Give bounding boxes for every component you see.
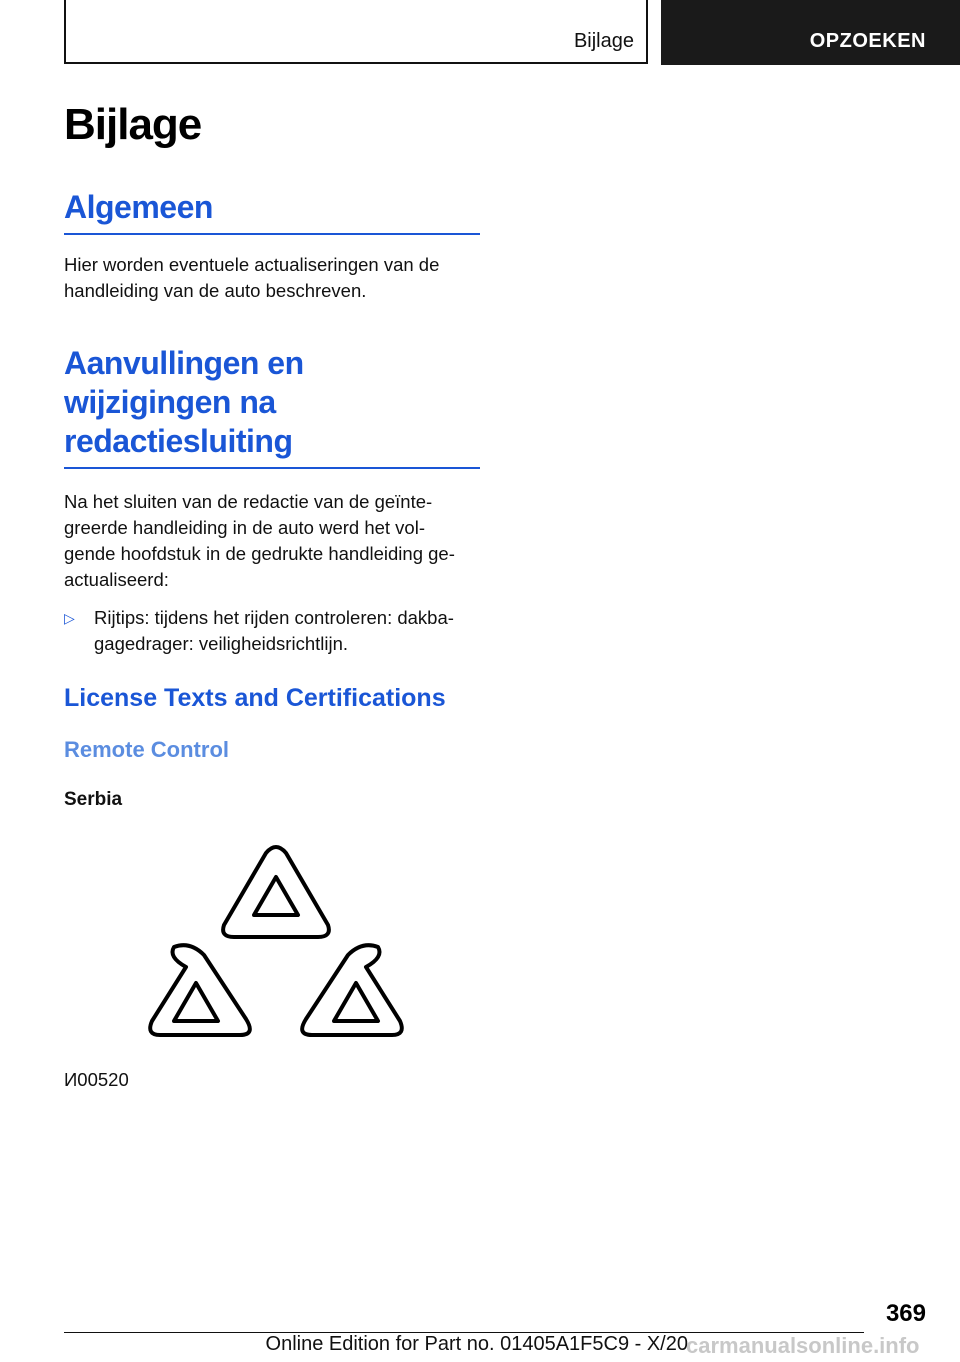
aanvullingen-text-line1: Na het sluiten van de redactie van de geïnte- [64, 491, 433, 513]
algemeen-heading-block [64, 188, 480, 235]
aanvullingen-text-line4: actualiseerd: [64, 569, 169, 591]
country-label: Serbia [64, 789, 123, 811]
remote-control-subheading: Remote Control [64, 737, 229, 763]
page-title: Bijlage [64, 100, 202, 149]
header-chapter-tab[interactable] [661, 0, 960, 65]
algemeen-text [64, 252, 480, 304]
aanvullingen-text-line2: greerde handleiding in de auto werd het vol- [64, 517, 425, 539]
bullet-line2: gagedrager: veiligheidsrichtlijn. [94, 633, 349, 655]
algemeen-text-line1: Hier worden eventuele actualiseringen van de [64, 254, 440, 276]
algemeen-heading: Algemeen [64, 189, 213, 225]
certification-code: И00520 [64, 1069, 129, 1091]
aanvullingen-heading [64, 344, 480, 461]
aanvullingen-heading-line1: Aanvullingen en [64, 345, 304, 382]
serbia-certification-mark-icon [146, 837, 406, 1047]
bullet-line1: Rijtips: tijdens het rijden controleren: dakba- [94, 607, 454, 629]
footer-watermark: carmanualsonline.info [686, 1333, 920, 1358]
aanvullingen-heading-block [64, 344, 480, 469]
aanvullingen-text-line3: gende hoofdstuk in de gedrukte handleiding ge- [64, 543, 455, 565]
license-heading: License Texts and Certifications [64, 684, 446, 713]
list-item [64, 605, 480, 657]
main-content [64, 100, 480, 1093]
header-chapter-label: OPZOEKEN [809, 30, 926, 52]
aanvullingen-heading-line2: wijzigingen na [64, 384, 276, 421]
footer-edition: Online Edition for Part no. 01405A1F5C9 - X/20 [265, 1333, 688, 1355]
header-left-box [64, 0, 648, 64]
page-number: 369 [885, 1300, 926, 1327]
header-section-label: Bijlage [573, 30, 634, 52]
aanvullingen-text [64, 489, 480, 593]
triangle-bullet-icon: ▷ [64, 610, 75, 627]
aanvullingen-heading-line3: redactiesluiting [64, 423, 293, 460]
algemeen-text-line2: handleiding van de auto beschreven. [64, 280, 367, 302]
